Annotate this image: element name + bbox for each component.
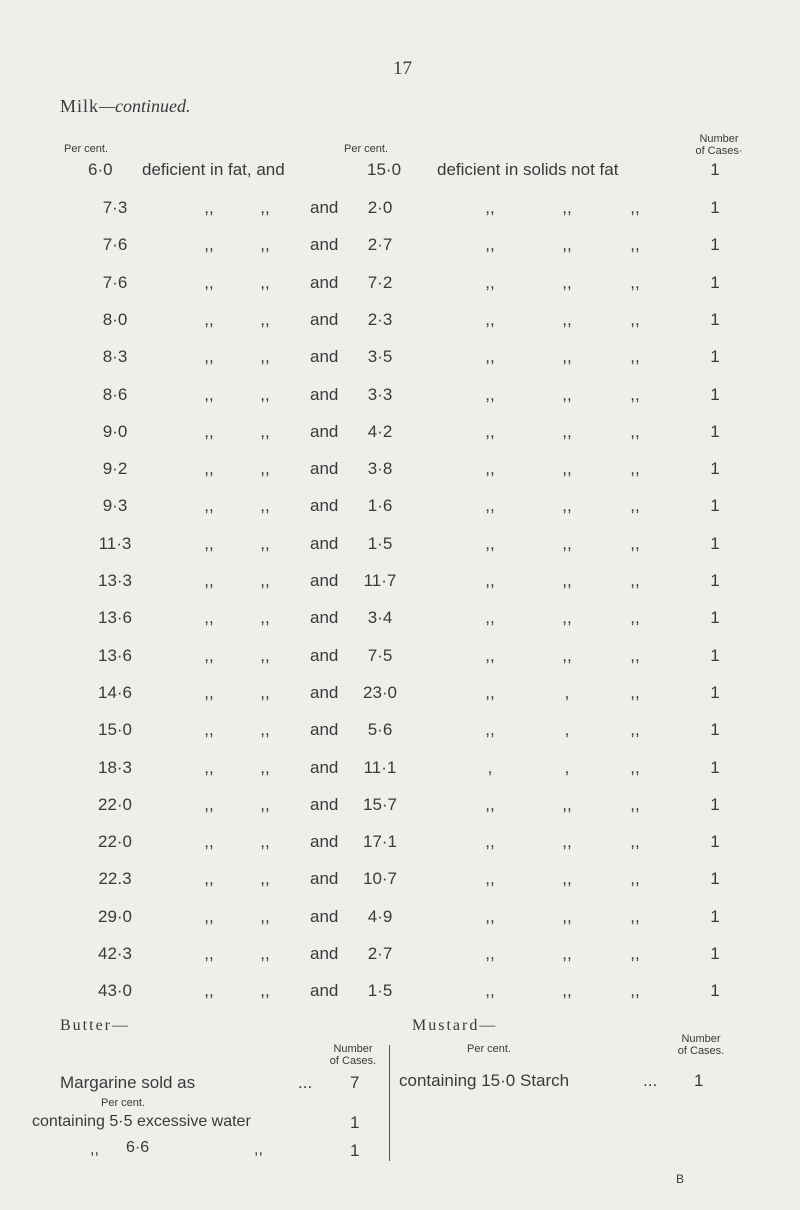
ditto-mark: ,, <box>204 273 214 292</box>
cases-count: 1 <box>710 235 720 254</box>
and-label: and <box>310 869 339 888</box>
ditto-mark: ,, <box>562 534 572 553</box>
cases-count: 1 <box>710 907 720 926</box>
cases-count: 1 <box>710 646 720 665</box>
and-label: and <box>310 981 339 1000</box>
butter-cases-header-line1: Number <box>333 1043 373 1055</box>
ditto-mark: ,, <box>562 273 572 292</box>
ditto-mark: ,, <box>260 758 270 777</box>
fat-percent: 7·3 <box>102 198 128 217</box>
cases-count: 1 <box>710 310 720 329</box>
and-label: and <box>310 422 339 441</box>
ditto-mark: , <box>564 683 570 702</box>
fat-percent: 13·3 <box>97 571 133 590</box>
fat-percent: 22·0 <box>97 832 133 851</box>
milk-row <box>0 683 800 709</box>
ditto-mark: ,, <box>562 422 572 441</box>
solids-percent: 3·8 <box>367 459 393 478</box>
ditto-mark: ,, <box>630 683 640 702</box>
ditto-mark: ,, <box>562 198 572 217</box>
page-number: 17 <box>393 58 412 79</box>
ditto-mark: ,, <box>260 347 270 366</box>
and-label: and <box>310 459 339 478</box>
ditto-mark: ,, <box>204 347 214 366</box>
solids-percent: 3·3 <box>367 385 393 404</box>
ditto-mark: ,, <box>630 273 640 292</box>
mustard-percent-label: Per cent. <box>467 1043 512 1055</box>
milk-row <box>0 608 800 634</box>
ditto-mark: ,, <box>562 795 572 814</box>
ditto-mark: ,, <box>630 459 640 478</box>
ditto-mark: ,, <box>260 646 270 665</box>
ditto-mark: ,, <box>485 459 495 478</box>
ditto-mark: ,, <box>90 1141 99 1158</box>
ditto-mark: ,, <box>485 385 495 404</box>
milk-first-row <box>0 160 800 186</box>
milk-row <box>0 720 800 746</box>
fat-percent: 11·3 <box>98 534 132 553</box>
cases-count: 1 <box>710 758 720 777</box>
solids-percent: 15·0 <box>367 160 402 179</box>
ditto-mark: ,, <box>630 496 640 515</box>
milk-row <box>0 534 800 560</box>
cases-count: 1 <box>710 198 720 217</box>
ditto-mark: , <box>564 758 570 777</box>
milk-row <box>0 795 800 821</box>
ditto-mark: ,, <box>260 534 270 553</box>
fat-percent: 8·6 <box>102 385 128 404</box>
milk-row <box>0 459 800 485</box>
percent-fat-header: Per cent. <box>64 143 109 155</box>
ditto-mark: ,, <box>562 347 572 366</box>
milk-row <box>0 235 800 261</box>
cases-count: 1 <box>710 832 720 851</box>
solids-percent: 2·7 <box>367 235 393 254</box>
ditto-mark: ,, <box>204 832 214 851</box>
milk-row <box>0 832 800 858</box>
solids-percent: 4·2 <box>367 422 393 441</box>
ditto-mark: ,, <box>485 683 495 702</box>
ditto-mark: ,, <box>562 571 572 590</box>
ditto-mark: ,, <box>485 832 495 851</box>
ditto-mark: ,, <box>485 310 495 329</box>
ditto-mark: ,, <box>485 907 495 926</box>
heading-title: Milk <box>60 96 100 116</box>
cases-count: 1 <box>710 347 720 366</box>
milk-row <box>0 422 800 448</box>
ditto-mark: ,, <box>204 608 214 627</box>
ditto-mark: ,, <box>630 758 640 777</box>
fat-percent: 8·0 <box>102 310 128 329</box>
fat-percent: 6·0 <box>88 160 113 179</box>
ditto-mark: ,, <box>485 273 495 292</box>
ditto-mark: ,, <box>485 981 495 1000</box>
ditto-mark: ,, <box>260 422 270 441</box>
and-label: and <box>310 608 339 627</box>
ditto-mark: ,, <box>630 981 640 1000</box>
solids-percent: 2·3 <box>367 310 393 329</box>
mustard-cases-header-line1: Number <box>681 1033 721 1045</box>
milk-row <box>0 310 800 336</box>
milk-row <box>0 981 800 1007</box>
fat-percent: 9·0 <box>102 422 128 441</box>
ditto-mark: ,, <box>254 1141 263 1158</box>
ditto-mark: ,, <box>485 646 495 665</box>
butter-percent-label: Per cent. <box>101 1097 146 1109</box>
ditto-mark: ,, <box>260 944 270 963</box>
ditto-mark: ,, <box>204 235 214 254</box>
number-of-cases-header <box>684 133 754 157</box>
cases-count: 1 <box>710 459 720 478</box>
ditto-mark: ,, <box>630 944 640 963</box>
and-label: and <box>310 385 339 404</box>
ditto-mark: ,, <box>260 198 270 217</box>
solids-percent: 5·6 <box>367 720 393 739</box>
ditto-mark: ,, <box>562 907 572 926</box>
and-label: and <box>310 198 339 217</box>
butter-cases-header <box>318 1043 388 1067</box>
ditto-mark: ,, <box>630 720 640 739</box>
and-label: and <box>310 273 339 292</box>
ditto-mark: ,, <box>562 869 572 888</box>
solids-percent: 11·1 <box>363 758 397 777</box>
ditto-mark: ,, <box>562 608 572 627</box>
solids-percent: 2·0 <box>367 198 393 217</box>
milk-row <box>0 869 800 895</box>
ditto-mark: ,, <box>630 832 640 851</box>
ditto-mark: ,, <box>630 347 640 366</box>
cases-count: 1 <box>710 720 720 739</box>
percent-solids-header: Per cent. <box>344 143 389 155</box>
ditto-mark: ,, <box>204 198 214 217</box>
fat-percent: 22.3 <box>98 869 132 888</box>
ditto-mark: , <box>564 720 570 739</box>
ditto-mark: ,, <box>485 720 495 739</box>
butter-margarine-cases: 7 <box>350 1073 360 1092</box>
solids-percent: 1·6 <box>367 496 393 515</box>
and-label: and <box>310 347 339 366</box>
column-divider <box>389 1045 390 1161</box>
ditto-mark: ,, <box>562 832 572 851</box>
ditto-mark: ,, <box>204 534 214 553</box>
ditto-mark: ,, <box>204 720 214 739</box>
ditto-mark: ,, <box>204 310 214 329</box>
milk-row <box>0 198 800 224</box>
ditto-mark: ,, <box>485 944 495 963</box>
ditto-mark: ,, <box>260 683 270 702</box>
cases-count: 1 <box>710 981 720 1000</box>
fat-description: deficient in fat, and <box>142 160 285 179</box>
milk-row <box>0 907 800 933</box>
ditto-mark: ,, <box>485 496 495 515</box>
fat-percent: 42·3 <box>97 944 133 963</box>
cases-count: 1 <box>710 496 720 515</box>
ditto-mark: ,, <box>485 795 495 814</box>
cases-count: 1 <box>710 944 720 963</box>
milk-row <box>0 347 800 373</box>
cases-count: 1 <box>710 869 720 888</box>
butter-excess-water-line: containing 5·5 excessive water <box>32 1113 251 1130</box>
ditto-mark: ,, <box>260 310 270 329</box>
cases-count: 1 <box>710 422 720 441</box>
mustard-starch-line: containing 15·0 Starch <box>399 1071 570 1090</box>
ditto-mark: ,, <box>630 907 640 926</box>
ditto-mark: ,, <box>562 235 572 254</box>
butter-excess-water-cases: 1 <box>350 1113 360 1132</box>
ditto-mark: ,, <box>630 310 640 329</box>
ditto-mark: ,, <box>260 385 270 404</box>
ditto-mark: ,, <box>630 869 640 888</box>
ditto-mark: ,, <box>630 795 640 814</box>
butter-cases-header-line2: of Cases. <box>329 1055 377 1067</box>
ditto-mark: ,, <box>260 459 270 478</box>
cases-count: 1 <box>710 534 720 553</box>
ditto-mark: ,, <box>204 981 214 1000</box>
solids-percent: 7·5 <box>367 646 393 665</box>
solids-percent: 2·7 <box>367 944 393 963</box>
and-label: and <box>310 496 339 515</box>
solids-percent: 10·7 <box>362 869 398 888</box>
ditto-mark: ,, <box>630 235 640 254</box>
cases-count: 1 <box>710 683 720 702</box>
ditto-mark: ,, <box>260 235 270 254</box>
ditto-mark: ,, <box>562 310 572 329</box>
and-label: and <box>310 832 339 851</box>
milk-row <box>0 496 800 522</box>
ditto-mark: ,, <box>562 459 572 478</box>
ditto-mark: ,, <box>204 422 214 441</box>
ditto-mark: ,, <box>260 795 270 814</box>
ditto-mark: ,, <box>485 571 495 590</box>
ditto-mark: ,, <box>485 235 495 254</box>
ditto-mark: ,, <box>485 534 495 553</box>
milk-row <box>0 758 800 784</box>
butter-margarine-line: Margarine sold as <box>60 1073 196 1092</box>
ditto-mark: ,, <box>260 273 270 292</box>
ditto-mark: ,, <box>260 869 270 888</box>
solids-percent: 15·7 <box>362 795 398 814</box>
ditto-mark: ,, <box>204 646 214 665</box>
cases-count: 1 <box>710 160 720 179</box>
ditto-mark: ,, <box>485 608 495 627</box>
ditto-mark: ,, <box>630 534 640 553</box>
and-label: and <box>310 534 339 553</box>
ditto-mark: ,, <box>204 758 214 777</box>
ditto-mark: ,, <box>204 907 214 926</box>
ditto-mark: ,, <box>562 646 572 665</box>
ditto-mark: ,, <box>562 944 572 963</box>
ditto-mark: ,, <box>260 832 270 851</box>
ditto-mark: ,, <box>204 683 214 702</box>
ditto-mark: ,, <box>204 795 214 814</box>
solids-percent: 11·7 <box>363 571 397 590</box>
ditto-mark: ,, <box>562 496 572 515</box>
ditto-mark: ,, <box>562 981 572 1000</box>
ditto-mark: ,, <box>630 571 640 590</box>
fat-percent: 43·0 <box>97 981 133 1000</box>
mustard-heading: Mustard— <box>412 1017 498 1034</box>
ditto-mark: ,, <box>204 496 214 515</box>
mustard-dots: ... <box>643 1071 658 1090</box>
fat-percent: 9·3 <box>102 496 128 515</box>
ditto-mark: ,, <box>630 198 640 217</box>
milk-row <box>0 385 800 411</box>
solids-percent: 3·5 <box>367 347 393 366</box>
cases-count: 1 <box>710 608 720 627</box>
ditto-mark: ,, <box>630 422 640 441</box>
ditto-mark: ,, <box>630 385 640 404</box>
ditto-mark: ,, <box>204 571 214 590</box>
solids-percent: 23·0 <box>362 683 398 702</box>
ditto-mark: ,, <box>562 385 572 404</box>
fat-percent: 29·0 <box>97 907 133 926</box>
milk-row <box>0 273 800 299</box>
solids-percent: 4·9 <box>367 907 393 926</box>
and-label: and <box>310 944 339 963</box>
ditto-mark: ,, <box>260 571 270 590</box>
butter-line3-cases: 1 <box>350 1141 360 1160</box>
solids-percent: 7·2 <box>367 273 393 292</box>
ditto-mark: ,, <box>260 608 270 627</box>
and-label: and <box>310 646 339 665</box>
ditto-mark: ,, <box>485 869 495 888</box>
cases-count: 1 <box>710 571 720 590</box>
solids-description: deficient in solids not fat <box>437 160 619 179</box>
ditto-mark: ,, <box>485 347 495 366</box>
fat-percent: 15·0 <box>97 720 133 739</box>
ditto-mark: ,, <box>204 869 214 888</box>
and-label: and <box>310 795 339 814</box>
fat-percent: 13·6 <box>97 608 133 627</box>
heading-continued: —continued. <box>99 96 191 116</box>
and-label: and <box>310 683 339 702</box>
ditto-mark: ,, <box>260 496 270 515</box>
mustard-starch-cases: 1 <box>694 1071 704 1090</box>
cases-header-line2: of Cases· <box>695 145 743 157</box>
butter-heading: Butter— <box>60 1017 130 1034</box>
fat-percent: 13·6 <box>97 646 133 665</box>
ditto-mark: ,, <box>630 608 640 627</box>
fat-percent: 14·6 <box>97 683 133 702</box>
fat-percent: 7·6 <box>102 235 128 254</box>
solids-percent: 1·5 <box>367 534 393 553</box>
ditto-mark: ,, <box>260 720 270 739</box>
butter-value: 6·6 <box>126 1139 150 1156</box>
ditto-mark: ,, <box>260 981 270 1000</box>
ditto-mark: ,, <box>204 944 214 963</box>
and-label: and <box>310 310 339 329</box>
ditto-mark: ,, <box>204 385 214 404</box>
ditto-mark: , <box>487 758 493 777</box>
and-label: and <box>310 758 339 777</box>
signature-mark: B <box>676 1172 685 1186</box>
ditto-mark: ,, <box>485 198 495 217</box>
cases-header-line1: Number <box>699 133 739 145</box>
fat-percent: 22·0 <box>97 795 133 814</box>
fat-percent: 9·2 <box>102 459 128 478</box>
milk-row <box>0 571 800 597</box>
ditto-mark: ,, <box>260 907 270 926</box>
mustard-cases-header-line2: of Cases. <box>677 1045 725 1057</box>
ditto-mark: ,, <box>204 459 214 478</box>
cases-count: 1 <box>710 795 720 814</box>
and-label: and <box>310 720 339 739</box>
solids-percent: 17·1 <box>362 832 398 851</box>
butter-dots: ... <box>298 1073 313 1092</box>
cases-count: 1 <box>710 273 720 292</box>
cases-count: 1 <box>710 385 720 404</box>
and-label: and <box>310 235 339 254</box>
solids-percent: 3·4 <box>367 608 393 627</box>
ditto-mark: ,, <box>485 422 495 441</box>
section-heading <box>60 96 191 117</box>
ditto-mark: ,, <box>630 646 640 665</box>
milk-row <box>0 646 800 672</box>
fat-percent: 7·6 <box>102 273 128 292</box>
milk-row <box>0 944 800 970</box>
fat-percent: 8·3 <box>102 347 128 366</box>
fat-percent: 18·3 <box>97 758 133 777</box>
and-label: and <box>310 907 339 926</box>
and-label: and <box>310 571 339 590</box>
solids-percent: 1·5 <box>367 981 393 1000</box>
mustard-cases-header <box>666 1033 736 1057</box>
